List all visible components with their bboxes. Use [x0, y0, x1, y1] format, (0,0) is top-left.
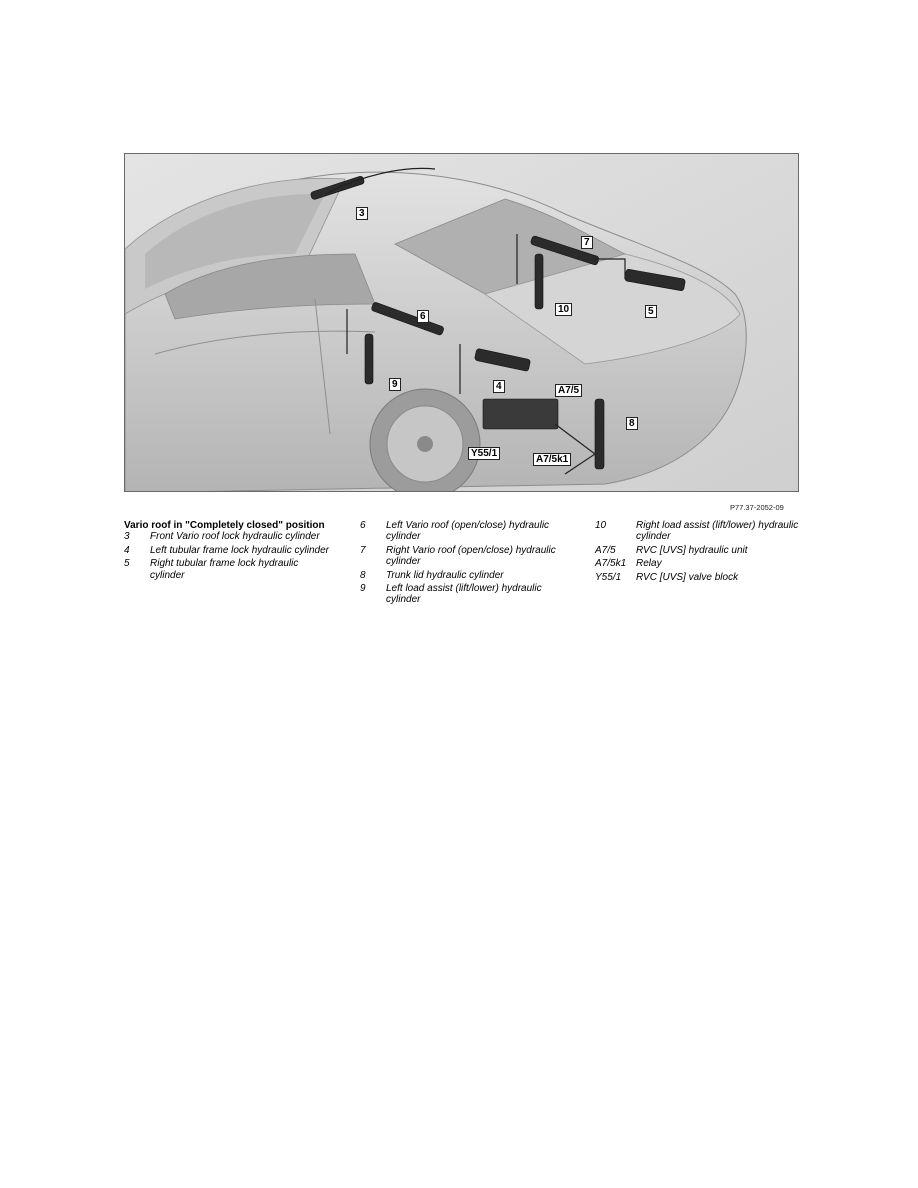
legend-item: [124, 545, 329, 556]
legend-description: Right load assist (lift/lower) hydraulic cylinder: [636, 520, 799, 543]
figure-id: P77.37-2052-09: [730, 503, 784, 512]
legend-description: Trunk lid hydraulic cylinder: [386, 569, 504, 581]
legend-number: A7/5k1: [595, 558, 627, 570]
callout-a7-5: A7/5: [555, 384, 582, 397]
legend-item: [360, 545, 575, 568]
callout-5: 5: [645, 305, 657, 318]
callout-y55-1: Y55/1: [468, 447, 500, 460]
legend-number: 4: [124, 544, 130, 556]
legend-number: 10: [595, 520, 607, 531]
legend-description: Right tubular frame lock hydraulic cylinder: [150, 558, 299, 581]
legend-description: Relay: [636, 558, 662, 570]
legend-number: Y55/1: [595, 571, 622, 583]
legend-item: [595, 520, 805, 543]
car-drawing: [125, 154, 799, 492]
legend-description: Right Vario roof (open/close) hydraulic cylinder: [386, 544, 556, 568]
legend-item: [124, 558, 329, 581]
legend-description: Left Vario roof (open/close) hydraulic cylinder: [386, 520, 550, 543]
legend-item: [360, 570, 575, 581]
callout-6: 6: [417, 310, 429, 323]
legend-column-1: [124, 520, 329, 583]
callout-9: 9: [389, 378, 401, 391]
legend-number: 5: [124, 558, 130, 570]
callout-8: 8: [626, 417, 638, 430]
legend-number: 7: [360, 544, 366, 556]
callout-a7-5k1: A7/5k1: [533, 453, 571, 466]
legend-number: 8: [360, 569, 366, 581]
legend-number: 9: [360, 583, 366, 595]
legend-number: 6: [360, 520, 366, 531]
callout-3: 3: [356, 207, 368, 220]
legend-column-2: [360, 520, 575, 608]
legend-item: [360, 583, 575, 606]
legend-description: Left load assist (lift/lower) hydraulic cylinder: [386, 583, 542, 606]
legend-item: [595, 545, 805, 556]
legend-description: RVC [UVS] hydraulic unit: [636, 544, 748, 556]
callout-7: 7: [581, 236, 593, 249]
callout-4: 4: [493, 380, 505, 393]
legend-title: Vario roof in "Completely closed" position: [124, 520, 325, 531]
legend-description: RVC [UVS] valve block: [636, 571, 739, 583]
legend-number: 3: [124, 531, 130, 543]
callout-10: 10: [555, 303, 572, 316]
legend-description: Front Vario roof lock hydraulic cylinder: [150, 531, 320, 543]
legend-item: [595, 572, 805, 583]
car-illustration: [124, 153, 799, 492]
legend-item: [360, 520, 575, 543]
legend-description: Left tubular frame lock hydraulic cylinder: [150, 544, 329, 556]
legend-column-3: [595, 520, 805, 585]
legend-item: [124, 531, 329, 542]
legend-number: A7/5: [595, 544, 616, 556]
legend-item: [595, 558, 805, 569]
